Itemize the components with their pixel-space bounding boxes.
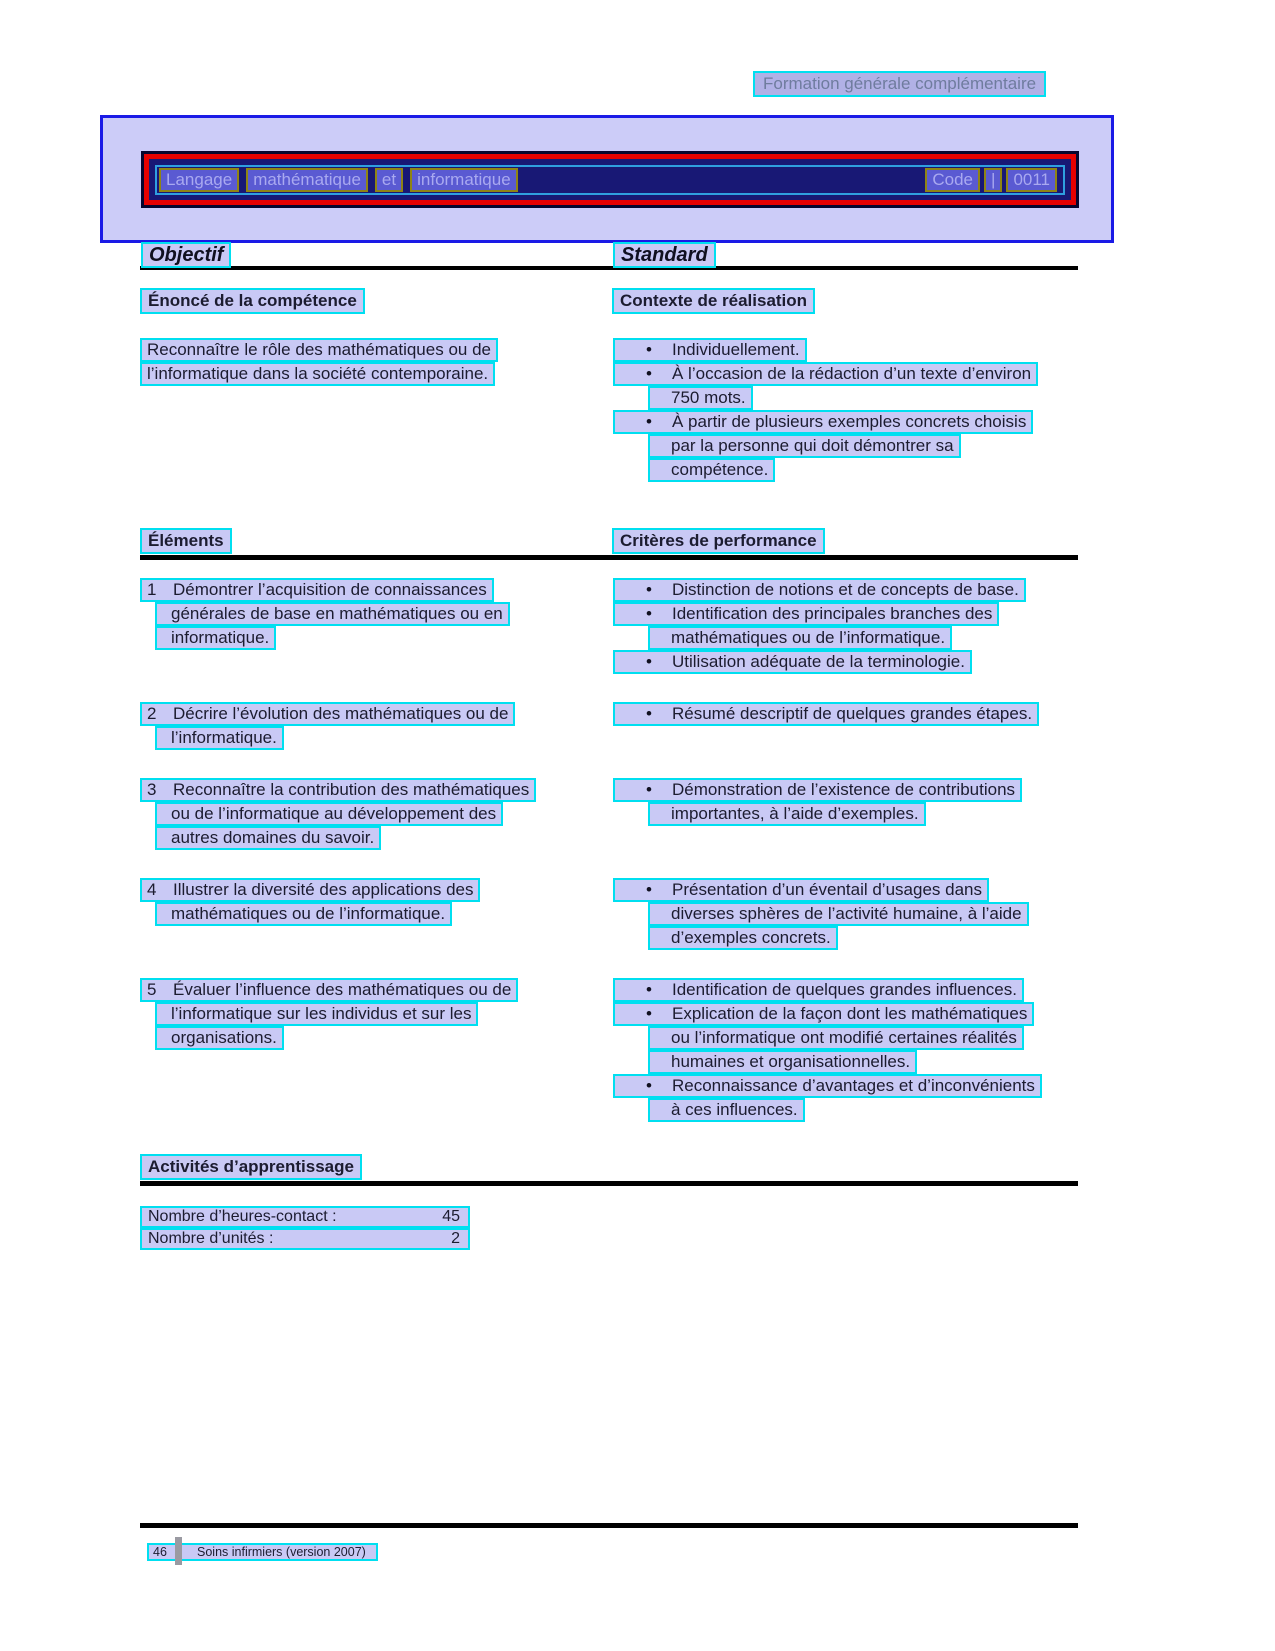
bullet-line (613, 778, 1022, 802)
element-number: 1 (147, 580, 157, 599)
bullet-continuation-line: 750 mots. (648, 386, 753, 410)
bullet-text: Résumé descriptif de quelques grandes étapes. (672, 704, 1033, 723)
bullet-continuation-line: par la personne qui doit démontrer sa (648, 434, 961, 458)
footer-page-number: 46 (153, 1544, 167, 1559)
bullet-continuation-line: à ces influences. (648, 1098, 805, 1122)
activity-row (140, 1228, 470, 1250)
element-continuation-line: autres domaines du savoir. (155, 826, 381, 850)
section-header-criteres: Critères de performance (612, 528, 825, 554)
bullet-text: À l’occasion de la rédaction d’un texte d’environ (672, 364, 1032, 383)
course-title (159, 168, 525, 192)
activity-value: 2 (451, 1230, 460, 1247)
bullet-line-row (613, 778, 1078, 802)
bullet-line-row (613, 578, 1078, 602)
element-first-line (140, 978, 518, 1002)
line-row (140, 362, 498, 386)
bullet-text: Identification de quelques grandes influences. (672, 980, 1017, 999)
line-row (140, 902, 613, 926)
section-header-contexte: Contexte de réalisation (612, 288, 815, 314)
element-number: 5 (147, 980, 157, 999)
line-row (613, 626, 1078, 650)
line-row (140, 1002, 613, 1026)
activity-value: 45 (442, 1208, 460, 1225)
element-continuation-line: mathématiques ou de l’informatique. (155, 902, 452, 926)
divider-rule-1 (140, 266, 1078, 270)
line-row (613, 458, 1038, 482)
line-row (140, 826, 613, 850)
section-header-activites: Activités d’apprentissage (140, 1154, 362, 1180)
element-first-line (140, 702, 515, 726)
bullet-continuation-line: ou l’informatique ont modifié certaines réalités (648, 1026, 1024, 1050)
bullet-line-row (613, 702, 1078, 726)
element-first-line (140, 878, 480, 902)
line-row (613, 1050, 1078, 1074)
elements-items (140, 578, 1078, 1150)
bullet-line (613, 578, 1026, 602)
activity-label: Nombre d’heures-contact : (148, 1208, 337, 1225)
element-first-line (140, 778, 536, 802)
divider-rule-3 (140, 1181, 1078, 1186)
line-row (140, 338, 498, 362)
criteria-list (613, 978, 1078, 1122)
bullet-line (613, 702, 1039, 726)
bullet-line (613, 878, 989, 902)
bullet-line (613, 650, 972, 674)
element-line-text: Reconnaître la contribution des mathématiques (173, 780, 530, 799)
bullet-line (613, 602, 999, 626)
bullet-line (613, 978, 1024, 1002)
bullet-line (613, 1074, 1042, 1098)
bullet-text: À partir de plusieurs exemples concrets choisis (672, 412, 1027, 431)
bullet-continuation-line: d’exemples concrets. (648, 926, 838, 950)
bullet-icon: • (646, 980, 652, 999)
bullet-icon: • (646, 780, 652, 799)
course-title-bar (141, 151, 1079, 208)
element-item (140, 778, 1078, 850)
section-header-elements: Éléments (140, 528, 232, 554)
bullet-text: Explication de la façon dont les mathématiques (672, 1004, 1028, 1023)
bullet-line-row (613, 978, 1078, 1002)
element-text (140, 702, 613, 750)
title-word: informatique (410, 168, 518, 192)
line-row (140, 626, 613, 650)
bullet-text: Reconnaissance d’avantages et d’inconvénients (672, 1076, 1035, 1095)
element-text (140, 878, 613, 926)
criteria-list (613, 702, 1078, 726)
line-row (140, 602, 613, 626)
bullet-continuation-line: humaines et organisationnelles. (648, 1050, 917, 1074)
line-row (140, 802, 613, 826)
element-first-line-row (140, 702, 613, 726)
element-item (140, 578, 1078, 674)
title-word: mathématique (246, 168, 368, 192)
bullet-line-row (613, 338, 1038, 362)
bullet-icon: • (646, 580, 652, 599)
element-first-line (140, 578, 494, 602)
course-header-box (100, 115, 1114, 243)
bullet-icon: • (646, 364, 652, 383)
section-header-enonce: Énoncé de la compétence (140, 288, 365, 314)
line-row (613, 902, 1078, 926)
footer-text: Soins infirmiers (version 2007) (197, 1544, 366, 1559)
bullet-line-row (613, 650, 1078, 674)
line-row (613, 1026, 1078, 1050)
context-bullet-list (613, 338, 1038, 482)
title-word: Langage (159, 168, 239, 192)
statement-line: Reconnaître le rôle des mathématiques ou de (140, 338, 498, 362)
bullet-text: Individuellement. (672, 340, 800, 359)
column-header-objectif: Objectif (141, 242, 231, 268)
element-line-text: Décrire l’évolution des mathématiques ou de (173, 704, 509, 723)
footer-gray-bar (175, 1537, 182, 1565)
divider-rule-2 (140, 555, 1078, 560)
bullet-continuation-line: compétence. (648, 458, 775, 482)
bullet-line (613, 338, 807, 362)
element-first-line-row (140, 878, 613, 902)
element-continuation-line: l’informatique sur les individus et sur les (155, 1002, 478, 1026)
bullet-icon: • (646, 704, 652, 723)
bullet-icon: • (646, 1004, 652, 1023)
bullet-line-row (613, 1002, 1078, 1026)
line-row (613, 926, 1078, 950)
element-continuation-line: ou de l’informatique au développement des (155, 802, 503, 826)
line-row (613, 386, 1038, 410)
bullet-text: Présentation d’un éventail d’usages dans (672, 880, 982, 899)
element-number: 3 (147, 780, 157, 799)
bullet-icon: • (646, 340, 652, 359)
element-first-line-row (140, 778, 613, 802)
line-row (140, 1026, 613, 1050)
bullet-icon: • (646, 880, 652, 899)
bullet-text: Identification des principales branches des (672, 604, 993, 623)
bullet-line (613, 1002, 1034, 1026)
title-word: et (375, 168, 403, 192)
criteria-list (613, 578, 1078, 674)
element-continuation-line: organisations. (155, 1026, 284, 1050)
element-line-text: Évaluer l’influence des mathématiques ou de (173, 980, 512, 999)
element-text (140, 578, 613, 650)
bullet-line (613, 362, 1038, 386)
bullet-line-row (613, 362, 1038, 386)
activity-row (140, 1206, 470, 1228)
bullet-icon: • (646, 1076, 652, 1095)
bullet-icon: • (646, 412, 652, 431)
activities-rows (140, 1206, 470, 1250)
element-continuation-line: générales de base en mathématiques ou en (155, 602, 510, 626)
statement-line: l’informatique dans la société contemporaine. (140, 362, 495, 386)
element-first-line-row (140, 978, 613, 1002)
footer-rule (140, 1523, 1078, 1528)
bullet-icon: • (646, 652, 652, 671)
element-continuation-line: informatique. (155, 626, 276, 650)
activity-label: Nombre d’unités : (148, 1230, 274, 1247)
bullet-text: Distinction de notions et de concepts de base. (672, 580, 1019, 599)
element-item (140, 702, 1078, 750)
element-continuation-line: l’informatique. (155, 726, 284, 750)
bullet-line (613, 410, 1033, 434)
element-number: 4 (147, 880, 157, 899)
line-row (140, 726, 613, 750)
bullet-continuation-line: importantes, à l’aide d’exemples. (648, 802, 926, 826)
code-word: | (984, 168, 1002, 192)
criteria-list (613, 878, 1078, 950)
element-number: 2 (147, 704, 157, 723)
element-line-text: Illustrer la diversité des applications des (173, 880, 474, 899)
element-item (140, 878, 1078, 950)
element-item (140, 978, 1078, 1122)
bullet-continuation-line: diverses sphères de l’activité humaine, à l’aide (648, 902, 1029, 926)
bullet-line-row (613, 602, 1078, 626)
line-row (613, 802, 1078, 826)
element-line-text: Démontrer l’acquisition de connaissances (173, 580, 487, 599)
line-row (613, 434, 1038, 458)
bullet-icon: • (646, 604, 652, 623)
criteria-list (613, 778, 1078, 826)
course-title-inner (144, 154, 1076, 205)
code-word: 0011 (1006, 168, 1057, 192)
bullet-continuation-line: mathématiques ou de l’informatique. (648, 626, 952, 650)
competence-statement (140, 338, 498, 386)
element-text (140, 978, 613, 1050)
column-header-standard: Standard (613, 242, 716, 268)
running-header: Formation générale complémentaire (753, 71, 1046, 97)
course-code (925, 168, 1061, 192)
element-text (140, 778, 613, 850)
element-first-line-row (140, 578, 613, 602)
bullet-text: Démonstration de l’existence de contributions (672, 780, 1016, 799)
bullet-line-row (613, 1074, 1078, 1098)
bullet-line-row (613, 878, 1078, 902)
bullet-text: Utilisation adéquate de la terminologie. (672, 652, 965, 671)
line-row (613, 1098, 1078, 1122)
bullet-line-row (613, 410, 1038, 434)
code-word: Code (925, 168, 980, 192)
